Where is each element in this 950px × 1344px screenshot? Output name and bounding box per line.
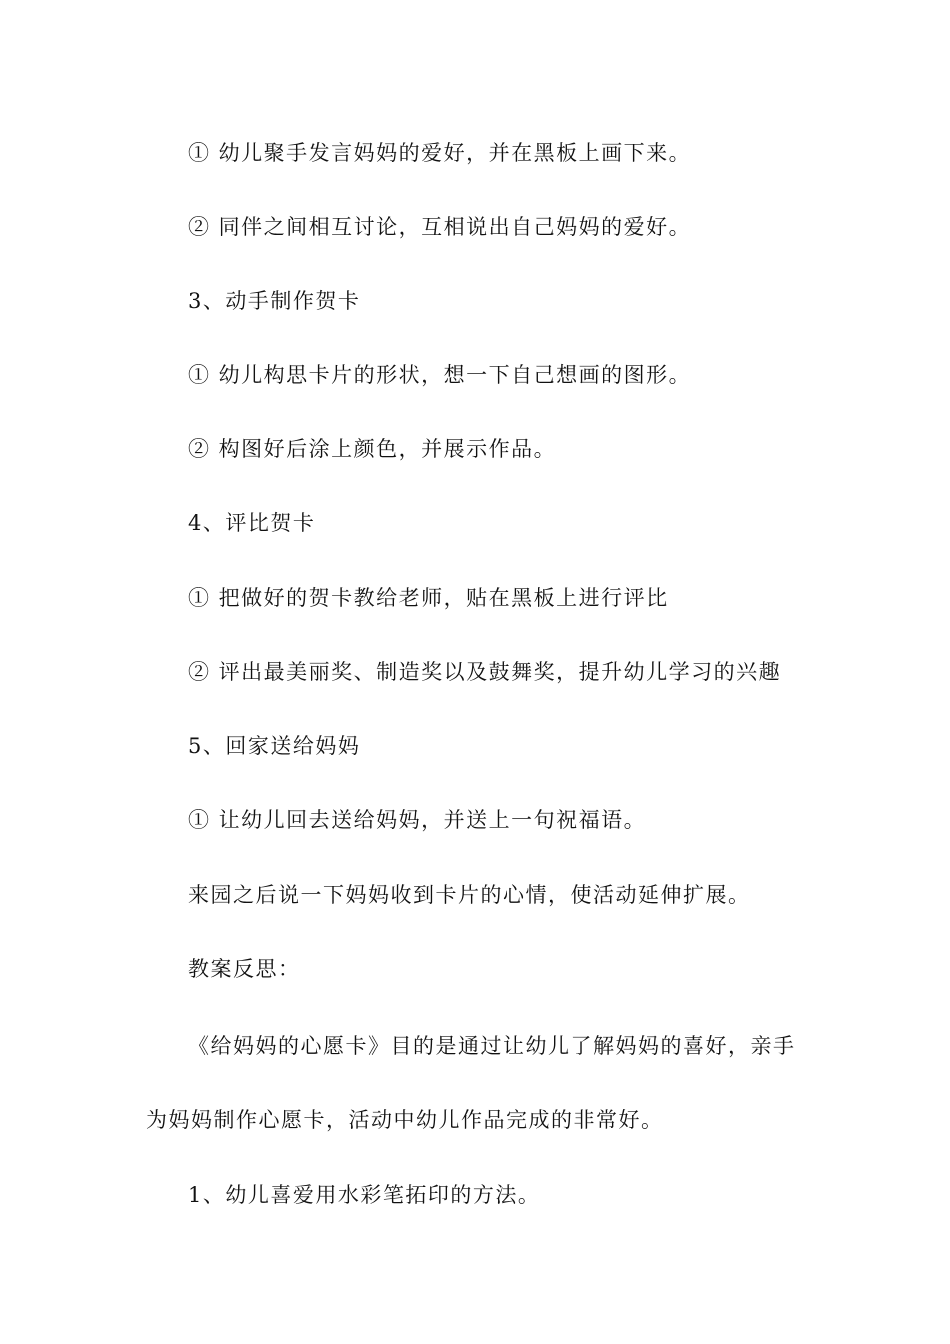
text-line: ② 同伴之间相互讨论，互相说出自己妈妈的爱好。 — [188, 215, 692, 239]
text-line: ① 把做好的贺卡教给老师，贴在黑板上进行评比 — [188, 586, 669, 610]
section-heading: 3、动手制作贺卡 — [188, 289, 361, 313]
section-heading: 教案反思： — [188, 957, 301, 981]
text-line: 来园之后说一下妈妈收到卡片的心情，使活动延伸扩展。 — [188, 883, 751, 907]
text-line: ① 幼儿聚手发言妈妈的爱好，并在黑板上画下来。 — [188, 141, 692, 165]
text-line: ② 评出最美丽奖、制造奖以及鼓舞奖，提升幼儿学习的兴趣 — [188, 660, 782, 684]
section-heading: 4、评比贺卡 — [188, 511, 316, 535]
list-item: 1、幼儿喜爱用水彩笔拓印的方法。 — [188, 1183, 541, 1207]
text-line: ② 构图好后涂上颜色，并展示作品。 — [188, 437, 557, 461]
paragraph-line: 为妈妈制作心愿卡，活动中幼儿作品完成的非常好。 — [146, 1108, 664, 1132]
paragraph-line: 《给妈妈的心愿卡》目的是通过让幼儿了解妈妈的喜好，亲手 — [188, 1034, 796, 1058]
text-line: ① 幼儿构思卡片的形状，想一下自己想画的图形。 — [188, 363, 692, 387]
text-line: ① 让幼儿回去送给妈妈，并送上一句祝福语。 — [188, 808, 647, 832]
section-heading: 5、回家送给妈妈 — [188, 734, 361, 758]
